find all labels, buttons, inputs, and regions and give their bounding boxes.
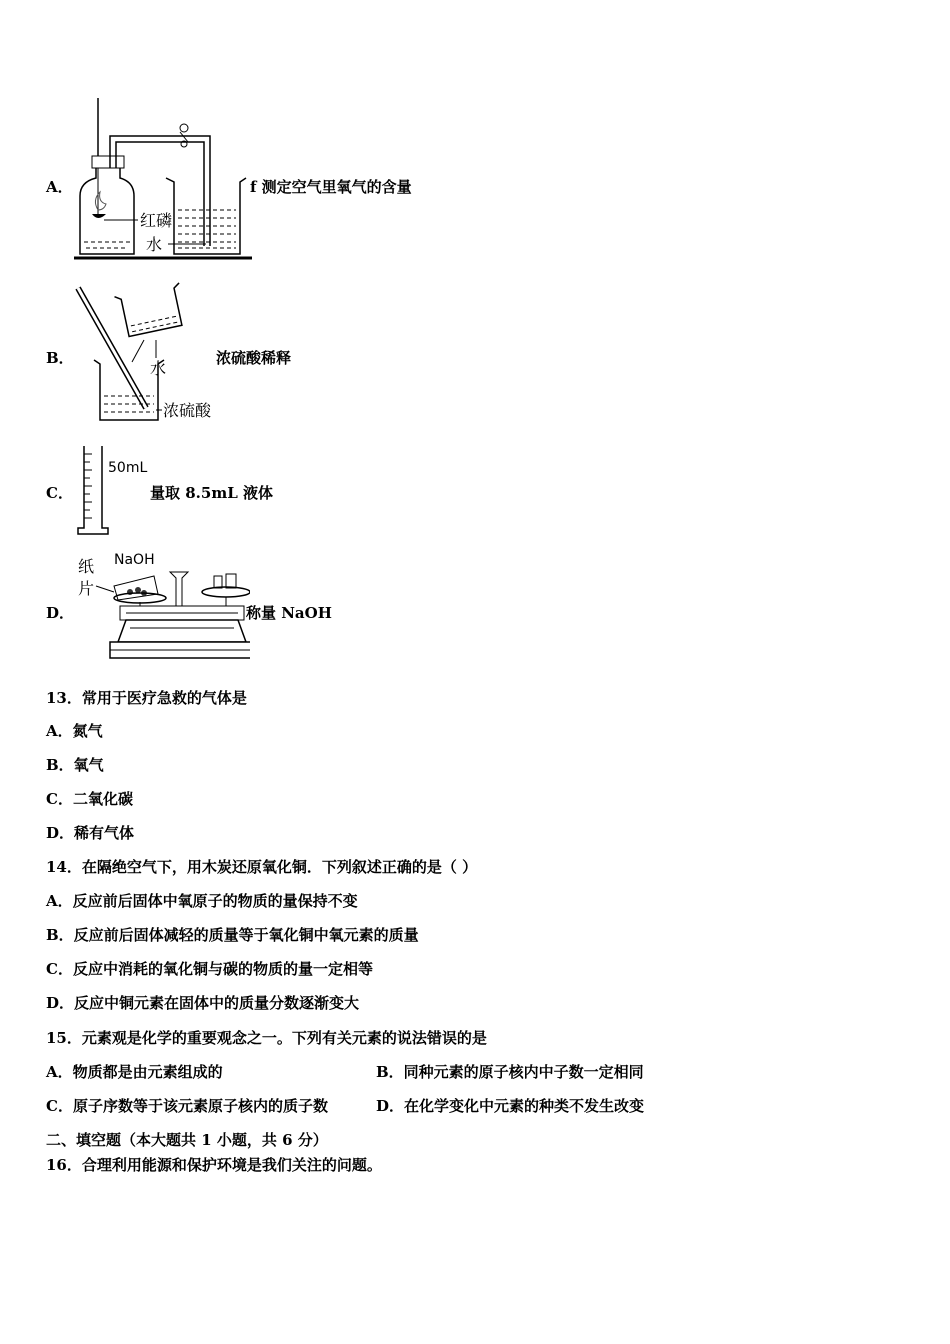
option-a-caption: f 测定空气里氧气的含量 [250, 178, 412, 196]
label-50ml: 50mL [108, 460, 148, 476]
label-naoh-fig: NaOH [114, 552, 155, 568]
q13-option-b: B．氧气 [46, 756, 104, 774]
label-water-b: 水 [150, 359, 167, 378]
label-water-a: 水 [146, 235, 163, 254]
q15-option-b: B．同种元素的原子核内中子数一定相同 [376, 1063, 644, 1081]
figure-balance-naoh [70, 546, 250, 664]
option-c-letter: C． [46, 484, 73, 502]
q14-option-b: B．反应前后固体减轻的质量等于氧化铜中氧元素的质量 [46, 926, 419, 944]
figure-oxygen-measurement [70, 96, 260, 264]
option-d-caption: 称量 NaOH [246, 604, 332, 622]
option-a-letter: A． [46, 178, 73, 196]
q14-option-c: C．反应中消耗的氧化铜与碳的物质的量一定相等 [46, 960, 373, 978]
option-b-letter: B． [46, 349, 74, 367]
q15-option-d: D．在化学变化中元素的种类不发生改变 [376, 1097, 645, 1115]
section-title-fill-blank: 二、填空题（本大题共 1 小题，共 6 分） [46, 1131, 328, 1149]
option-b-caption: 浓硫酸稀释 [216, 349, 292, 367]
q14-option-d: D．反应中铜元素在固体中的质量分数逐渐变大 [46, 994, 360, 1012]
q13-option-d: D．稀有气体 [46, 824, 135, 842]
option-d-letter: D． [46, 604, 75, 622]
label-paper-1: 纸 [78, 557, 95, 576]
option-c-caption: 量取 8.5mL 液体 [150, 484, 273, 502]
label-red-phosphorus: 红磷 [140, 211, 173, 230]
q13-option-c: C．二氧化碳 [46, 790, 133, 808]
q14-option-a: A．反应前后固体中氧原子的物质的量保持不变 [46, 892, 358, 910]
q14-stem: 14．在隔绝空气下，用木炭还原氧化铜．下列叙述正确的是（ ） [46, 858, 478, 876]
q13-stem: 13．常用于医疗急救的气体是 [46, 689, 247, 707]
q15-stem: 15．元素观是化学的重要观念之一。下列有关元素的说法错误的是 [46, 1029, 487, 1047]
q15-option-a: A．物质都是由元素组成的 [46, 1063, 223, 1081]
label-conc-acid: 浓硫酸 [163, 401, 212, 420]
figure-acid-dilution [70, 282, 230, 430]
q16-stem: 16．合理利用能源和保护环境是我们关注的问题。 [46, 1156, 382, 1174]
label-paper-2: 片 [78, 579, 95, 598]
q13-option-a: A．氮气 [46, 722, 103, 740]
q15-option-c: C．原子序数等于该元素原子核内的质子数 [46, 1097, 328, 1115]
